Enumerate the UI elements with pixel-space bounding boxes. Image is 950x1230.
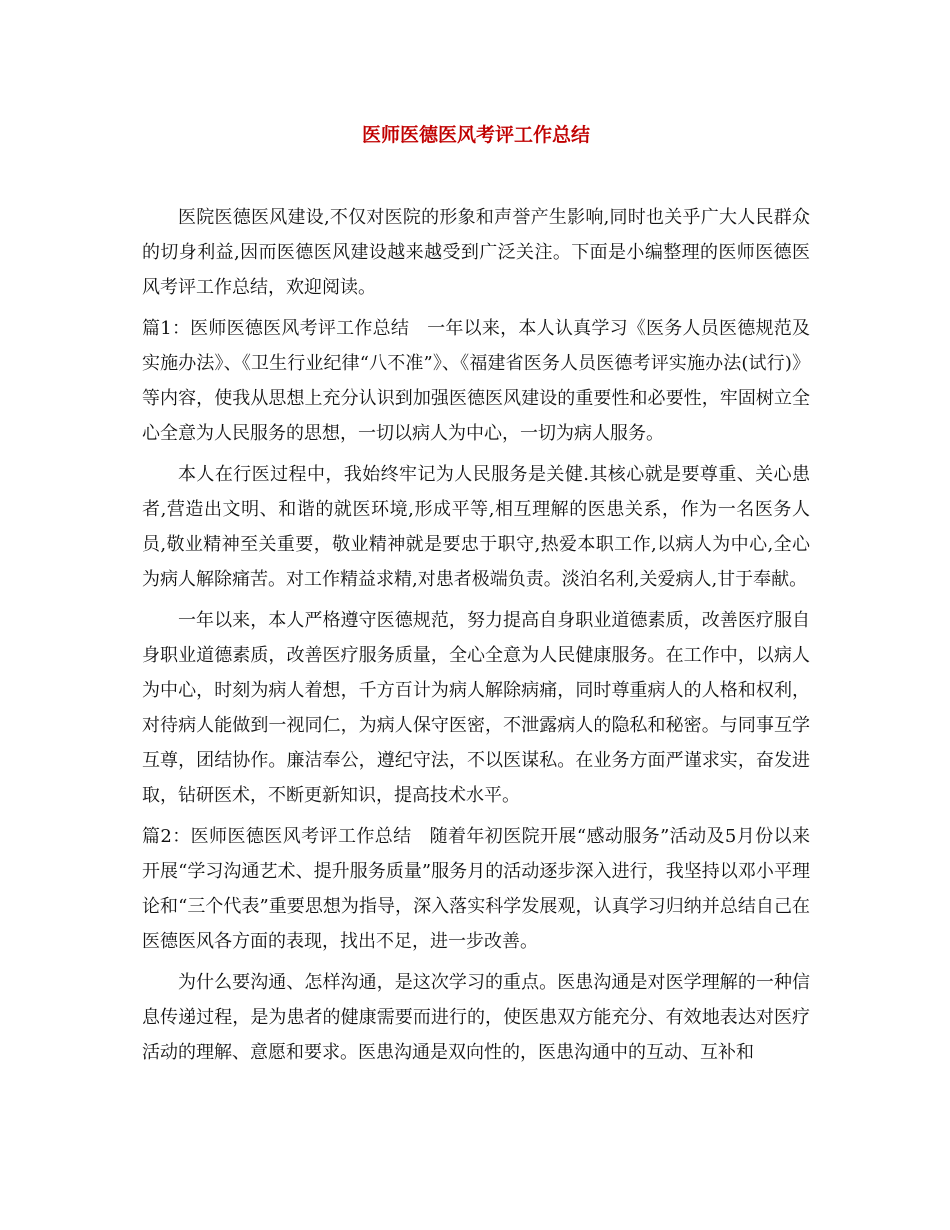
paragraph-5: 为什么要沟通、怎样沟通，是这次学习的重点。医患沟通是对医学理解的一种信息传递过程，是为患者的健康需要而进行的，使医患双方能充分、有效地表达对医疗活动的理解、意愿和要求。医患沟通是双向性的，医患沟通中的互动、互补和: [142, 972, 810, 1063]
section-1-paragraph: [142, 311, 810, 451]
paragraph-2: 本人在行医过程中，我始终牢记为人民服务是关健.其核心就是要尊重、关心患者,营造出文明、和谐的就医环境,形成平等,相互理解的医患关系，作为一名医务人员,敬业精神至关重要，敬业精神就是要忠于职守,热爱本职工作,以病人为中心,全心为病人解除痛苦。对工作精益求精,对患者极端负责。淡泊名利,关爱病人,甘于奉献。: [142, 464, 810, 590]
section-1-body: 一年以来，本人认真学习《医务人员医德规范及实施办法》、《卫生行业纪律“八不准”》、《福建省医务人员医德考评实施办法(试行)》等内容，使我从思想上充分认识到加强医德医风建设的重要性和必要性，牢固树立全心全意为人民服务的思想，一切以病人为中心，一切为病人服务。: [142, 318, 811, 444]
document-body: [142, 118, 810, 1076]
paragraph-3: 一年以来，本人严格遵守医德规范，努力提高自身职业道德素质，改善医疗服自身职业道德素质，改善医疗服务质量，全心全意为人民健康服务。在工作中，以病人为中心，时刻为病人着想，千方百计为病人解除病痛，同时尊重病人的人格和权利，对待病人能做到一视同仁，为病人保守医密，不泄露病人的隐私和秘密。与同事互学互尊，团结协作。廉洁奉公，遵纪守法，不以医谋私。在业务方面严谨求实，奋发进取，钻研医术，不断更新知识，提高技术水平。: [142, 610, 810, 806]
section-2-heading: 篇2：医师医德医风考评工作总结: [142, 826, 412, 847]
document-title: 医师医德医风考评工作总结: [361, 124, 590, 146]
section-1-heading: 篇1：医师医德医风考评工作总结: [142, 318, 410, 339]
section-2-paragraph: [142, 819, 810, 959]
intro-paragraph: 医院医德医风建设,不仅对医院的形象和声誉产生影响,同时也关乎广大人民群众的切身利益,因而医德医风建设越来越受到广泛关注。下面是小编整理的医师医德医风考评工作总结，欢迎阅读。: [142, 207, 810, 298]
section-2-body: 随着年初医院开展“感动服务”活动及5月份以来开展“学习沟通艺术、提升服务质量”服务月的活动逐步深入进行，我坚持以邓小平理论和“三个代表”重要思想为指导，深入落实科学发展观，认真学习归纳并总结自己在医德医风各方面的表现，找出不足，进一步改善。: [142, 826, 811, 952]
